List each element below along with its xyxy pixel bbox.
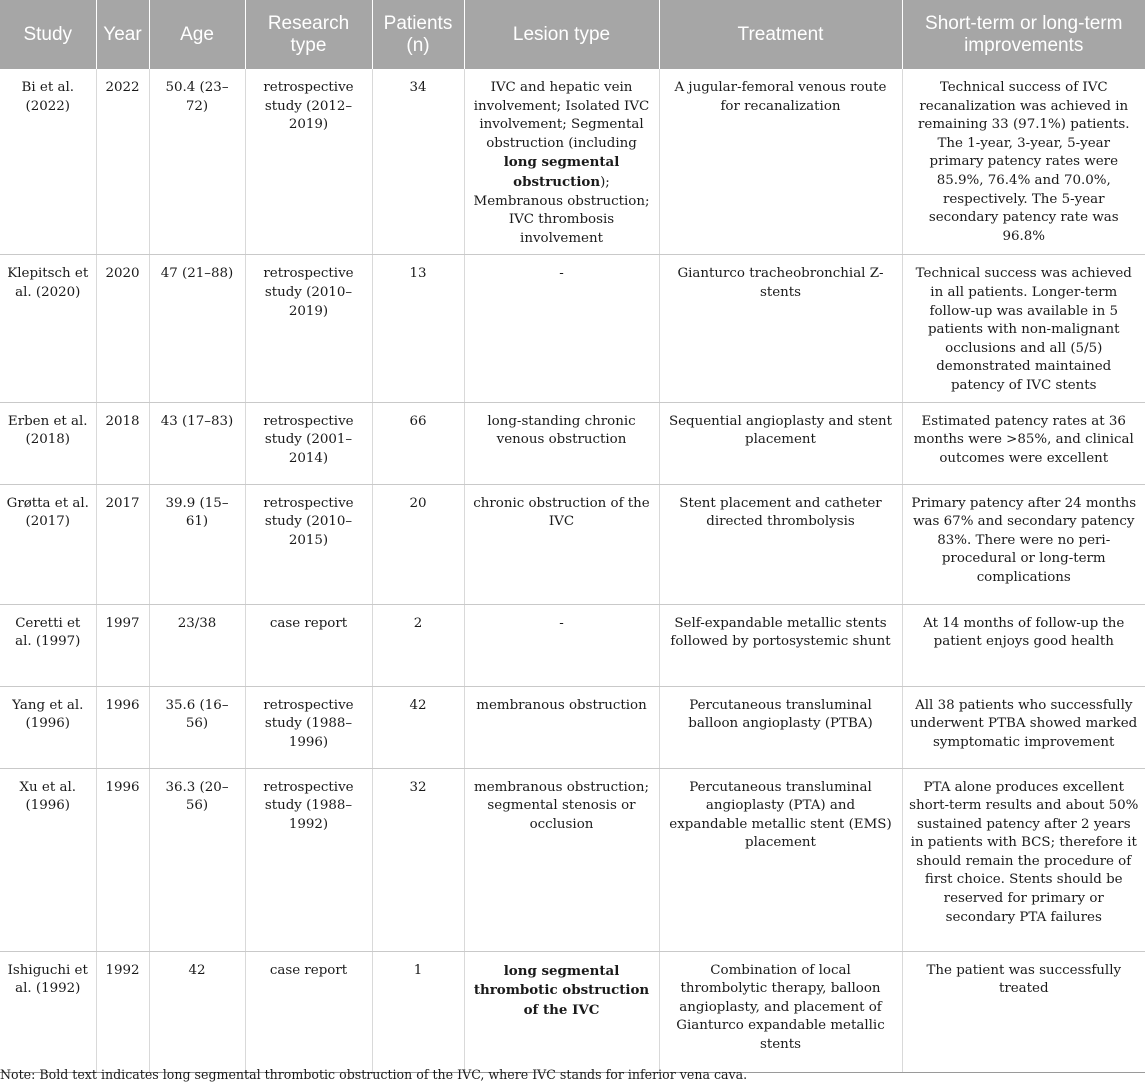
cell-study: Xu et al. (1996) bbox=[0, 768, 96, 951]
table-row bbox=[0, 686, 1145, 768]
table-row bbox=[0, 402, 1145, 484]
cell-age: 35.6 (16–56) bbox=[149, 686, 245, 768]
cell-research-type: retrospective study (2010–2019) bbox=[245, 255, 372, 402]
header-row bbox=[0, 0, 1145, 69]
header-patients: Patients (n) bbox=[372, 0, 464, 69]
cell-research-type: retrospective study (2001–2014) bbox=[245, 402, 372, 484]
cell-improvements: Primary patency after 24 months was 67% and secondary patency 83%. There were no peri-procedural or long-term complications bbox=[902, 484, 1145, 604]
cell-research-type: retrospective study (1988–1992) bbox=[245, 768, 372, 951]
cell-year: 1997 bbox=[96, 604, 149, 686]
cell-research-type: retrospective study (2012–2019) bbox=[245, 69, 372, 255]
cell-patients: 13 bbox=[372, 255, 464, 402]
header-year: Year bbox=[96, 0, 149, 69]
header-improvements: Short-term or long-term improvements bbox=[902, 0, 1145, 69]
cell-age: 42 bbox=[149, 951, 245, 1072]
cell-research-type: case report bbox=[245, 604, 372, 686]
cell-year: 2017 bbox=[96, 484, 149, 604]
lesion-bold-text: long segmental thrombotic obstruction of the IVC bbox=[473, 962, 650, 1018]
cell-lesion-type: - bbox=[464, 604, 659, 686]
cell-year: 1992 bbox=[96, 951, 149, 1072]
cell-patients: 34 bbox=[372, 69, 464, 255]
cell-lesion-type bbox=[464, 69, 659, 255]
cell-treatment: A jugular-femoral venous route for recanalization bbox=[659, 69, 902, 255]
cell-year: 2022 bbox=[96, 69, 149, 255]
cell-improvements: Technical success of IVC recanalization was achieved in remaining 33 (97.1%) patients. The 1-year, 3-year, 5-year primary patency rates were 85.9%, 76.4% and 70.0%, respectively. The 5-year secondary patency rate was 96.8% bbox=[902, 69, 1145, 255]
cell-treatment: Combination of local thrombolytic therapy, balloon angioplasty, and placement of Gianturco expandable metallic stents bbox=[659, 951, 902, 1072]
table-row bbox=[0, 768, 1145, 951]
cell-treatment: Sequential angioplasty and stent placement bbox=[659, 402, 902, 484]
table-row bbox=[0, 255, 1145, 402]
cell-year: 1996 bbox=[96, 768, 149, 951]
cell-treatment: Stent placement and catheter directed thrombolysis bbox=[659, 484, 902, 604]
cell-patients: 32 bbox=[372, 768, 464, 951]
cell-study: Ceretti et al. (1997) bbox=[0, 604, 96, 686]
cell-improvements: At 14 months of follow-up the patient enjoys good health bbox=[902, 604, 1145, 686]
header-study: Study bbox=[0, 0, 96, 69]
cell-research-type: retrospective study (1988–1996) bbox=[245, 686, 372, 768]
cell-improvements: PTA alone produces excellent short-term results and about 50% sustained patency after 2 years in patients with BCS; therefore it should remain the procedure of first choice. Stents should be reserved for primary or secondary PTA failures bbox=[902, 768, 1145, 951]
cell-patients: 42 bbox=[372, 686, 464, 768]
cell-age: 23/38 bbox=[149, 604, 245, 686]
cell-treatment: Self-expandable metallic stents followed by portosystemic shunt bbox=[659, 604, 902, 686]
cell-improvements: Estimated patency rates at 36 months were >85%, and clinical outcomes were excellent bbox=[902, 402, 1145, 484]
cell-lesion-type: - bbox=[464, 255, 659, 402]
lesion-text: IVC and hepatic vein involvement; Isolated IVC involvement; Segmental obstruction (including bbox=[473, 80, 650, 151]
cell-improvements: Technical success was achieved in all patients. Longer-term follow-up was available in 5 patients with non-malignant occlusions and all (5/5) demonstrated maintained patency of IVC stents bbox=[902, 255, 1145, 402]
lesion-text: ); Membranous obstruction; IVC thrombosis involvement bbox=[473, 174, 650, 246]
cell-lesion-type: membranous obstruction bbox=[464, 686, 659, 768]
header-lesion-type: Lesion type bbox=[464, 0, 659, 69]
cell-year: 1996 bbox=[96, 686, 149, 768]
cell-study: Erben et al. (2018) bbox=[0, 402, 96, 484]
cell-patients: 20 bbox=[372, 484, 464, 604]
cell-lesion-type: chronic obstruction of the IVC bbox=[464, 484, 659, 604]
cell-age: 36.3 (20–56) bbox=[149, 768, 245, 951]
table-row bbox=[0, 604, 1145, 686]
cell-study: Bi et al. (2022) bbox=[0, 69, 96, 255]
header-age: Age bbox=[149, 0, 245, 69]
cell-treatment: Gianturco tracheobronchial Z-stents bbox=[659, 255, 902, 402]
cell-age: 39.9 (15–61) bbox=[149, 484, 245, 604]
table-row bbox=[0, 951, 1145, 1072]
cell-lesion-type bbox=[464, 951, 659, 1072]
cell-study: Ishiguchi et al. (1992) bbox=[0, 951, 96, 1072]
cell-patients: 66 bbox=[372, 402, 464, 484]
cell-patients: 1 bbox=[372, 951, 464, 1072]
table-row bbox=[0, 69, 1145, 255]
cell-year: 2020 bbox=[96, 255, 149, 402]
cell-research-type: retrospective study (2010–2015) bbox=[245, 484, 372, 604]
cell-treatment: Percutaneous transluminal balloon angioplasty (PTBA) bbox=[659, 686, 902, 768]
cell-improvements: All 38 patients who successfully underwent PTBA showed marked symptomatic improvement bbox=[902, 686, 1145, 768]
table-row bbox=[0, 484, 1145, 604]
cell-year: 2018 bbox=[96, 402, 149, 484]
header-treatment: Treatment bbox=[659, 0, 902, 69]
cell-patients: 2 bbox=[372, 604, 464, 686]
cell-age: 43 (17–83) bbox=[149, 402, 245, 484]
cell-study: Grøtta et al. (2017) bbox=[0, 484, 96, 604]
lesion-bold-text: long segmental obstruction bbox=[503, 154, 620, 190]
table-footnote: Note: Bold text indicates long segmental thrombotic obstruction of the IVC, where IVC stands for inferior vena cava. bbox=[0, 1067, 748, 1082]
cell-lesion-type: long-standing chronic venous obstruction bbox=[464, 402, 659, 484]
cell-study: Klepitsch et al. (2020) bbox=[0, 255, 96, 402]
cell-age: 50.4 (23–72) bbox=[149, 69, 245, 255]
cell-treatment: Percutaneous transluminal angioplasty (PTA) and expandable metallic stent (EMS) placement bbox=[659, 768, 902, 951]
cell-age: 47 (21–88) bbox=[149, 255, 245, 402]
cell-research-type: case report bbox=[245, 951, 372, 1072]
cell-study: Yang et al. (1996) bbox=[0, 686, 96, 768]
cell-lesion-type: membranous obstruction; segmental stenosis or occlusion bbox=[464, 768, 659, 951]
cell-improvements: The patient was successfully treated bbox=[902, 951, 1145, 1072]
header-research-type: Research type bbox=[245, 0, 372, 69]
